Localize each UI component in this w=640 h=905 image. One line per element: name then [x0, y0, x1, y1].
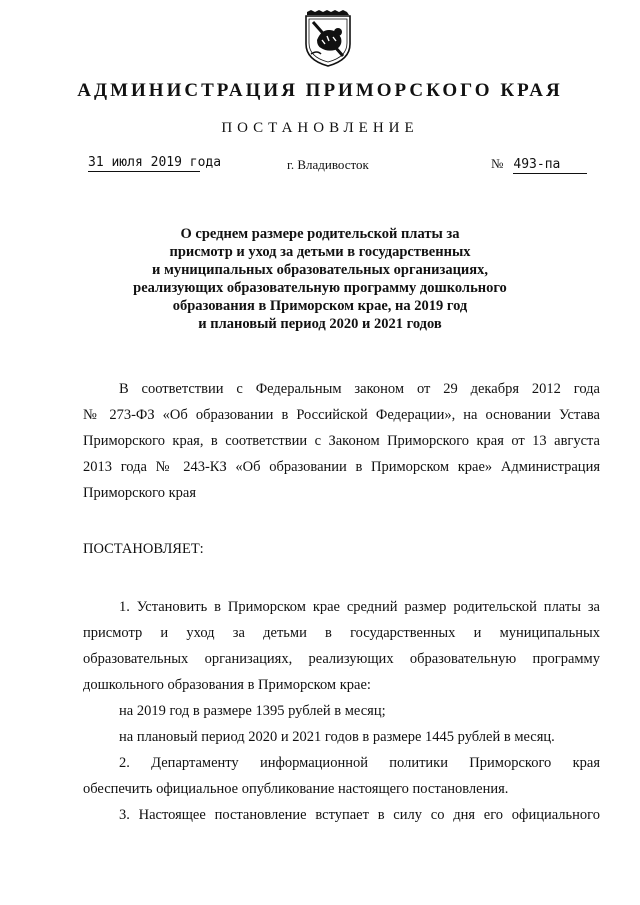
subject-line: реализующих образовательную программу дошкольного [133, 280, 507, 296]
text-line: 2013 года № 243-КЗ «Об образовании в Приморском крае» Администрация [83, 459, 600, 475]
text-line: В соответствии с Федеральным законом от 29 декабря 2012 года [119, 381, 600, 397]
coat-of-arms-icon [303, 10, 353, 68]
clauses [83, 594, 600, 828]
text-line: обеспечить официальное опубликование настоящего постановления. [83, 781, 509, 797]
document-subject [80, 225, 560, 333]
text-line: № 273-ФЗ «Об образовании в Российской Федерации», на основании Устава [83, 407, 600, 423]
text-line: 2. Департаменту информационной политики Приморского края [119, 755, 600, 771]
subject-line: образования в Приморском крае, на 2019 год [172, 298, 468, 314]
organization-title: АДМИНИСТРАЦИЯ ПРИМОРСКОГО КРАЯ [77, 80, 563, 101]
subject-line: О среднем размере родительской платы за [180, 226, 460, 242]
subject-line: присмотр и уход за детьми в государственных [169, 244, 471, 260]
document-date: 31 июля 2019 года [88, 155, 222, 170]
text-line: на плановый период 2020 и 2021 годов в размере 1445 рублей в месяц. [119, 729, 555, 745]
text-line: образовательных организациях, реализующих образовательную программу [83, 651, 600, 667]
document-number: 493-па [513, 157, 587, 174]
preamble-paragraph [83, 376, 600, 506]
text-line: Приморского края [83, 485, 197, 501]
text-line: дошкольного образования в Приморском крае: [83, 677, 371, 693]
resolves-heading: ПОСТАНОВЛЯЕТ: [83, 541, 204, 557]
text-line: на 2019 год в размере 1395 рублей в месяц; [119, 703, 386, 719]
document-number-field [491, 155, 587, 174]
number-label: № [491, 156, 504, 171]
document-type: ПОСТАНОВЛЕНИЕ [221, 120, 419, 136]
text-line: присмотр и уход за детьми в государственных и муниципальных [83, 625, 600, 641]
text-line: 3. Настоящее постановление вступает в силу со дня его официального [119, 807, 600, 823]
subject-line: и муниципальных образовательных организациях, [151, 262, 489, 278]
text-line: Приморского края, в соответствии с Законом Приморского края от 13 августа [83, 433, 600, 449]
document-city: г. Владивосток [287, 157, 369, 172]
text-line: 1. Установить в Приморском крае средний размер родительской платы за [119, 599, 600, 615]
subject-line: и плановый период 2020 и 2021 годов [198, 316, 442, 332]
